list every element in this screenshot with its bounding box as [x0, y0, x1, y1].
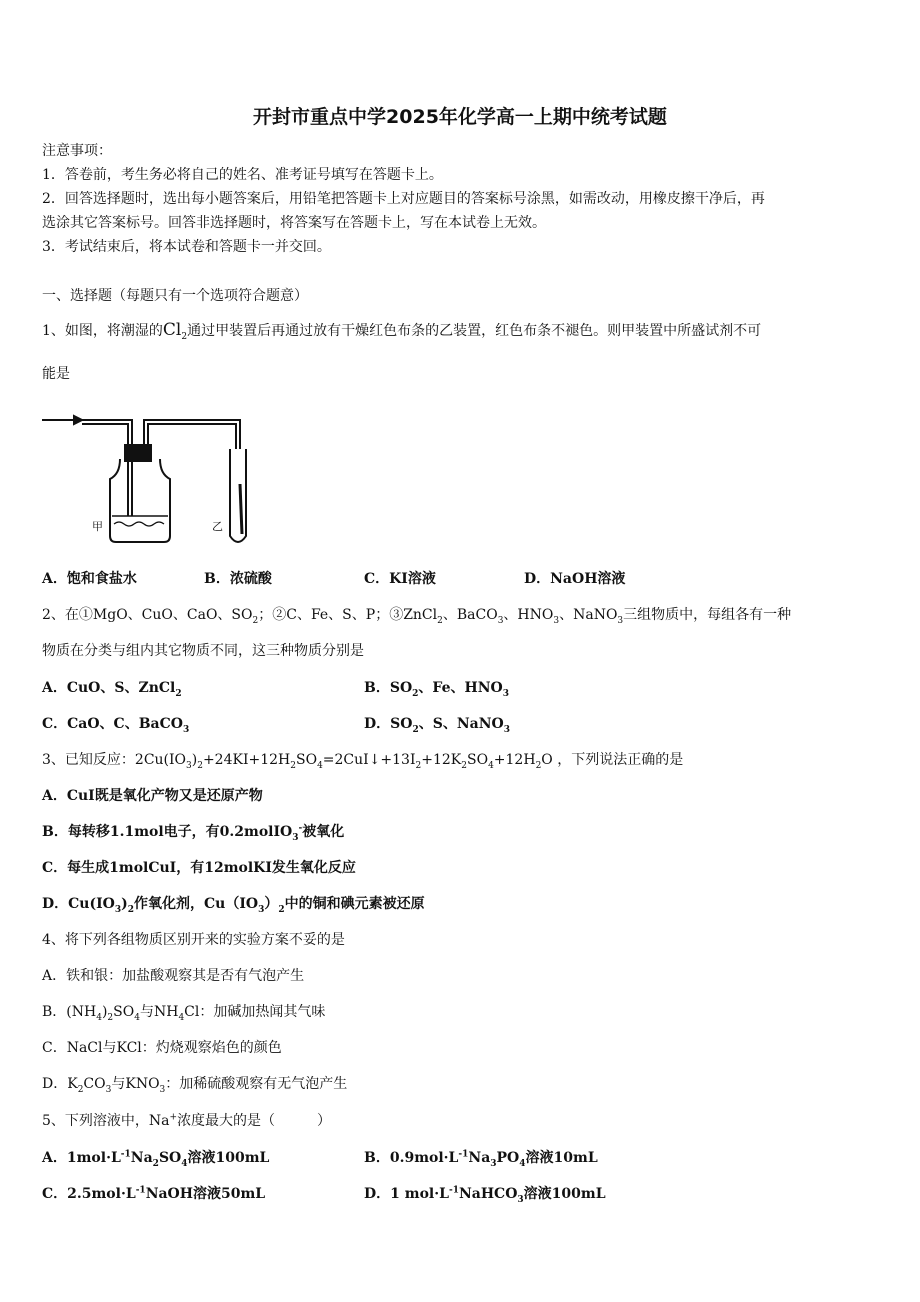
q4-option-d: D．$K_2CO_3$与$KNO_3$：加稀硫酸观察有无气泡产生 [42, 1076, 348, 1095]
q4-option-c: C．NaCl与KCl：灼烧观察焰色的颜色 [42, 1040, 282, 1056]
q2-option-c: C．CaO、C、BaCO$_3$ [42, 716, 190, 735]
label-yi: 乙 [212, 520, 223, 533]
notice-heading: 注意事项： [42, 143, 112, 159]
page-title: 开封市重点中学2025年化学高一上期中统考试题 [253, 106, 667, 128]
q2-stem-line2: 物质在分类与组内其它物质不同，这三种物质分别是 [42, 643, 364, 659]
q3-option-b: B．每转移1.1mol电子，有0.2molIO$_3$-被氧化 [42, 823, 345, 843]
q4-option-b: B．$(NH_4)_2SO_4$与$NH_4Cl$：加碱加热闻其气味 [42, 1004, 326, 1023]
q4-option-a: A．铁和银：加盐酸观察其是否有气泡产生 [42, 968, 305, 984]
q2-option-b: B．$SO_2$、Fe、$HNO_3$ [364, 680, 509, 699]
q1-option-a: A．饱和食盐水 [42, 571, 137, 587]
q1-stem-line2: 能是 [42, 366, 70, 382]
bottle-stopper [124, 444, 152, 462]
q1-option-d: D．NaOH溶液 [524, 571, 626, 587]
arrow-head [74, 416, 82, 424]
q4-stem: 4、将下列各组物质区别开来的实验方案不妥的是 [42, 932, 345, 948]
q5-option-c: C．$2.5mol\cdot L^{-1}NaOH$溶液50mL [42, 1185, 266, 1202]
notice-item: 选涂其它答案标号。回答非选择题时，将答案写在答题卡上，写在本试卷上无效。 [42, 215, 546, 231]
notice-item: 1．答卷前，考生务必将自己的姓名、准考证号填写在答题卡上。 [42, 167, 443, 183]
q1-stem: 1、如图，将潮湿的$Cl_2$通过甲装置后再通过放有干燥红色布条的乙装置，红色布条不褪色。则甲装置中所盛试剂不可 [42, 320, 762, 342]
q2-stem: 2、在①MgO、CuO、CaO、$SO_2$；②C、Fe、S、P；③ZnCl$_2$、BaCO$_3$、$HNO_3$、NaNO$_3$三组物质中，每组各有一种 [42, 607, 792, 626]
q5-stem: 5、下列溶液中，Na+浓度最大的是（ ） [42, 1112, 332, 1129]
notice-item: 2．回答选择题时，选出每小题答案后，用铅笔把答题卡上对应题目的答案标号涂黑，如需改动，用橡皮擦干净后，再 [42, 191, 765, 207]
q3-stem: 3、已知反应：$2Cu(IO_3)_2+24KI+12H_2SO_4=2CuI↓+13I_2+12K_2SO_4+12H_2O$ ，下列说法正确的是 [42, 752, 684, 771]
q1-option-b: B．浓硫酸 [204, 571, 272, 587]
q3-option-d: D．$Cu(IO_3)_2$作氧化剂，$Cu(IO_3)_2$中的铜和碘元素被还原 [42, 896, 425, 915]
wash-bottle [110, 459, 170, 542]
q3-option-a: A．CuI既是氧化产物又是还原产物 [42, 788, 263, 804]
cloth-strip [240, 484, 242, 534]
gas-washing-apparatus-figure [40, 404, 285, 554]
inlet-tube [82, 420, 132, 516]
q3-option-c: C．每生成1molCuI，有12molKI发生氧化反应 [42, 860, 356, 876]
q5-option-a: A．$1mol\cdot L^{-1}Na_2SO_4$溶液100mL [42, 1149, 270, 1169]
label-jia: 甲 [92, 520, 103, 533]
q5-option-d: D．1 $mol\cdot L^{-1}NaHCO_3$溶液100mL [364, 1185, 606, 1205]
q1-option-c: C．KI溶液 [364, 571, 436, 587]
q5-option-b: B．$0.9mol\cdot L^{-1}Na_3PO_4$溶液10mL [364, 1149, 598, 1169]
section-heading: 一、选择题（每题只有一个选项符合题意） [42, 288, 308, 304]
test-tube [230, 449, 246, 542]
q2-option-d: D．$SO_2$、S、NaNO$_3$ [364, 716, 510, 735]
q2-option-a: A．CuO、S、ZnCl$_2$ [42, 680, 182, 699]
notice-item: 3．考试结束后，将本试卷和答题卡一并交回。 [42, 239, 331, 255]
